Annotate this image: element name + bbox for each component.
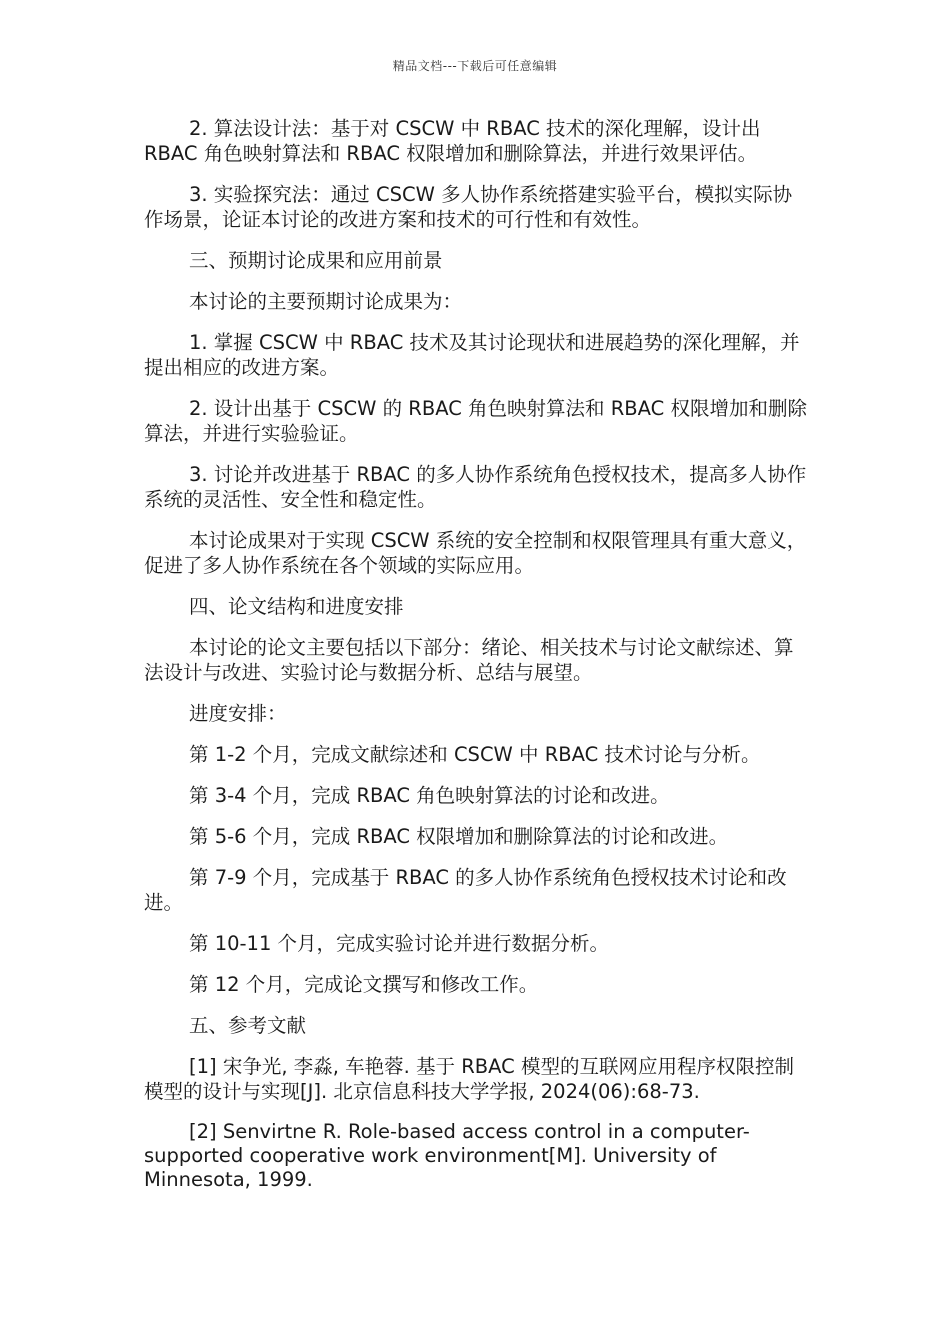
schedule-item-month-12: 第 12 个月，完成论文撰写和修改工作。 xyxy=(189,973,539,996)
schedule-item-months-10-11: 第 10-11 个月，完成实验讨论并进行数据分析。 xyxy=(189,932,610,955)
reference-item-1: [1] 宋争光, 李淼, 车艳蓉. 基于 RBAC 模型的互联网应用程序权限控制模型的设计与实现[J]. 北京信息科技大学学报, 2024(06):68-73. xyxy=(144,1055,794,1103)
result-item-3: 3. 讨论并改进基于 RBAC 的多人协作系统角色授权技术，提高多人协作系统的灵活性、安全性和稳定性。 xyxy=(144,463,807,511)
schedule-item-months-3-4: 第 3-4 个月，完成 RBAC 角色映射算法的讨论和改进。 xyxy=(189,784,670,807)
schedule-heading: 进度安排： xyxy=(189,702,287,725)
section-heading-structure-schedule: 四、论文结构和进度安排 xyxy=(189,595,404,618)
section-heading-references: 五、参考文献 xyxy=(189,1014,307,1037)
significance-paragraph: 本讨论成果对于实现 CSCW 系统的安全控制和权限管理具有重大意义，促进了多人协作系统在各个领域的实际应用。 xyxy=(144,529,807,577)
result-item-2: 2. 设计出基于 CSCW 的 RBAC 角色映射算法和 RBAC 权限增加和删除算法，并进行实验验证。 xyxy=(144,397,807,445)
header-note: 精品文档---下载后可任意编辑 xyxy=(392,59,558,73)
result-item-1: 1. 掌握 CSCW 中 RBAC 技术及其讨论现状和进展趋势的深化理解，并提出相应的改进方案。 xyxy=(144,331,800,379)
section-heading-expected-results: 三、预期讨论成果和应用前景 xyxy=(189,249,443,272)
reference-item-2: [2] Senvirtne R. Role-based access control in a computer-supported cooperative work environment[M]. University of Minnesota, 1999. xyxy=(144,1120,750,1191)
results-intro-paragraph: 本讨论的主要预期讨论成果为： xyxy=(189,290,463,313)
schedule-item-months-1-2: 第 1-2 个月，完成文献综述和 CSCW 中 RBAC 技术讨论与分析。 xyxy=(189,743,761,766)
schedule-item-months-7-9: 第 7-9 个月，完成基于 RBAC 的多人协作系统角色授权技术讨论和改进。 xyxy=(144,866,787,914)
document-body xyxy=(144,116,808,1208)
structure-paragraph: 本讨论的论文主要包括以下部分：绪论、相关技术与讨论文献综述、算法设计与改进、实验讨论与数据分析、总结与展望。 xyxy=(144,636,794,684)
method-paragraph-algorithm-design: 2. 算法设计法：基于对 CSCW 中 RBAC 技术的深化理解，设计出 RBAC 角色映射算法和 RBAC 权限增加和删除算法，并进行效果评估。 xyxy=(144,117,761,165)
method-paragraph-experiment: 3. 实验探究法：通过 CSCW 多人协作系统搭建实验平台，模拟实际协作场景，论证本讨论的改进方案和技术的可行性和有效性。 xyxy=(144,183,793,231)
schedule-item-months-5-6: 第 5-6 个月，完成 RBAC 权限增加和删除算法的讨论和改进。 xyxy=(189,825,729,848)
